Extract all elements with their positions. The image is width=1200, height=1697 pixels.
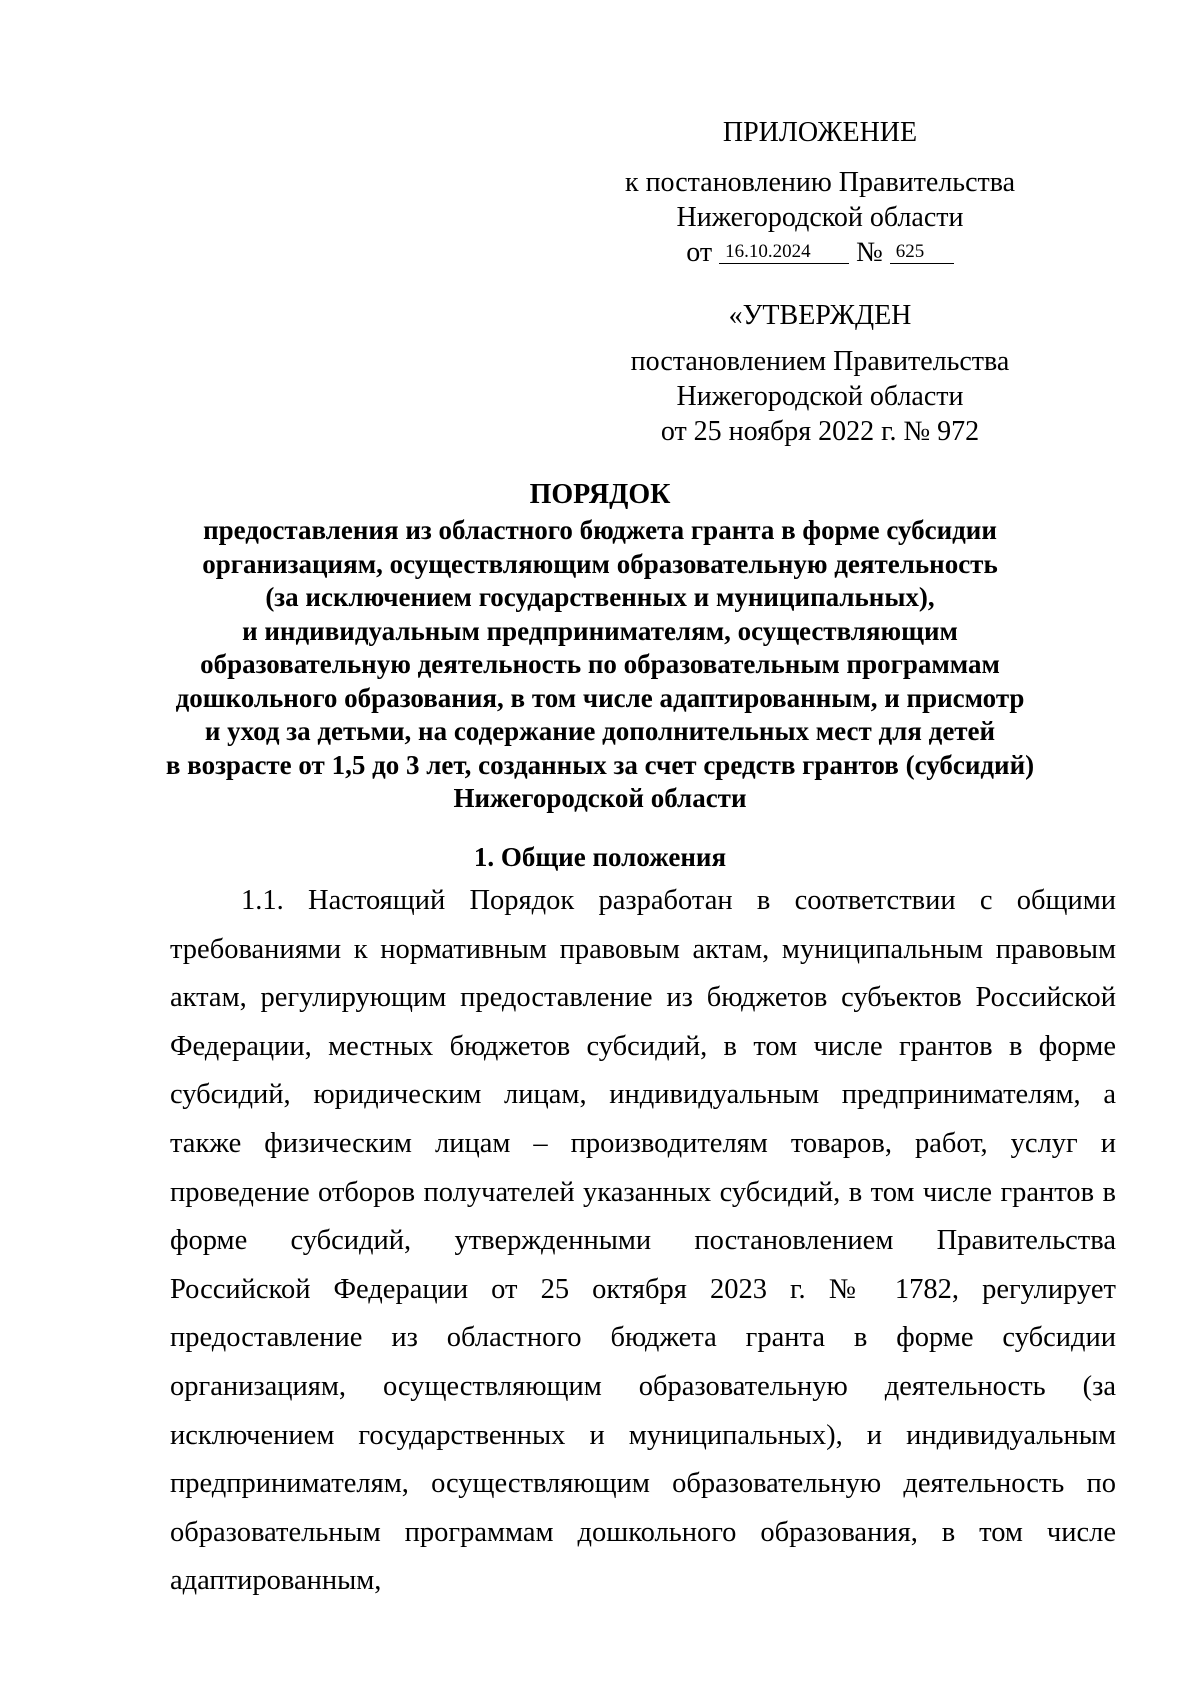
paragraph-1-1: 1.1. Настоящий Порядок разработан в соответствии с общими требованиями к нормативным правовым актам, муниципальным правовым актам, регулирующим предоставление из бюджетов субъектов Российской Федерации, местных бюджетов субсидий, в том числе грантов в форме субсидий, юридическим лицам, индивидуальным предпринимателям, а также физическим лицам – производителям товаров, работ, услуг и проведение отборов получателей указанных субсидий, в том числе грантов в форме субсидий, утвержденными постановлением Правительства Российской Федерации от 25 октября 2023 г. № 1782, регулирует предоставление из областного бюджета гранта в форме субсидии организациям, осуществляющим образовательную деятельность (за исключением государственных и муниципальных), и индивидуальным предпринимателям, осуществляющим образовательную деятельность по образовательным программам дошкольного образования, в том числе адаптированным,	[170, 885, 1116, 1597]
resolution-number: 625	[890, 241, 954, 264]
subtitle-line: Нижегородской области	[453, 783, 747, 813]
section-heading: 1. Общие положения	[473, 842, 727, 872]
approved-block	[600, 344, 1040, 449]
appendix-block	[600, 165, 1040, 270]
approved-heading: «УТВЕРЖДЕН	[728, 300, 912, 331]
number-sign: №	[856, 237, 883, 268]
appendix-line-1: к постановлению Правительства	[624, 167, 1016, 198]
subtitle-line: организациям, осуществляющим образовательную деятельность	[202, 548, 998, 579]
order-title: ПОРЯДОК	[529, 479, 671, 510]
resolution-date: 16.10.2024	[719, 241, 849, 264]
subtitle-line: дошкольного образования, в том числе адаптированным, и присмотр	[175, 682, 1025, 713]
subtitle-line: и индивидуальным предпринимателям, осуществляющим	[242, 615, 958, 646]
subtitle-line: образовательную деятельность по образовательным программам	[200, 649, 1000, 679]
subtitle-line: в возрасте от 1,5 до 3 лет, созданных за счет средств грантов (субсидий)	[165, 749, 1035, 780]
subtitle-line: (за исключением государственных и муниципальных),	[265, 582, 935, 612]
order-subtitle	[150, 514, 1050, 816]
approved-line-1: постановлением Правительства	[630, 346, 1010, 377]
approved-line-2: Нижегородской области	[676, 381, 964, 412]
appendix-line-2: Нижегородской области	[676, 202, 964, 233]
subtitle-line: и уход за детьми, на содержание дополнительных мест для детей	[204, 716, 996, 746]
subtitle-line: предоставления из областного бюджета гранта в форме субсидии	[203, 515, 997, 545]
appendix-title: ПРИЛОЖЕНИЕ	[722, 117, 918, 148]
from-label: от	[686, 237, 713, 268]
approved-line-3: от 25 ноября 2022 г. № 972	[660, 416, 980, 447]
appendix-date-number-line	[600, 235, 1040, 270]
